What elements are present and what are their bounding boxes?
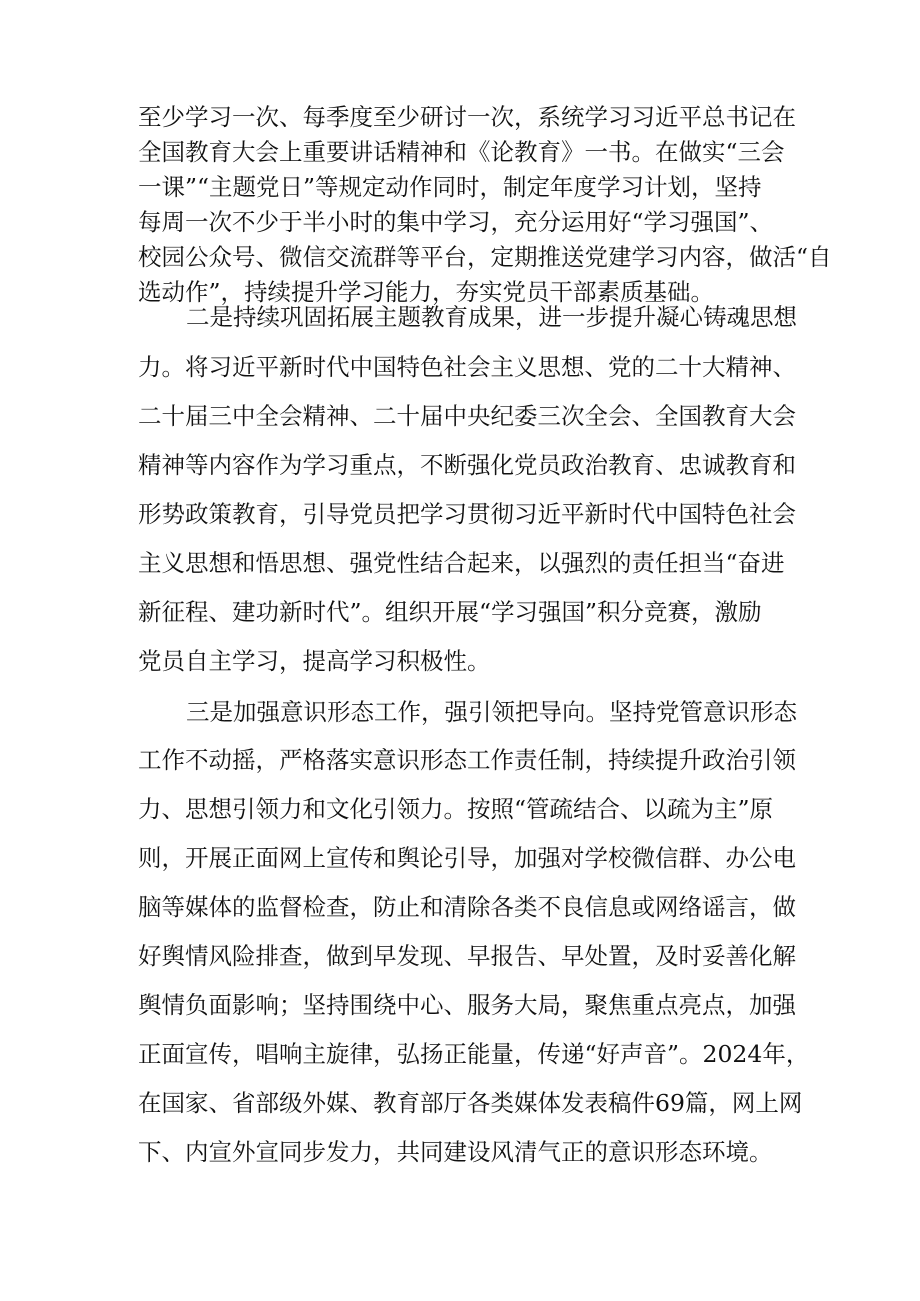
text-line: 二是持续巩固拓展主题教育成果，进一步提升凝心铸魂思想 — [186, 303, 797, 331]
text-line: 至少学习一次、每季度至少研讨一次，系统学习习近平总书记在 — [138, 103, 796, 131]
text-line: 下、内宣外宣同步发力，共同建设风清气正的意识形态环境。 — [138, 1138, 773, 1166]
text-line: 脑等媒体的监督检查，防止和清除各类不良信息或网络谣言，做 — [138, 893, 796, 921]
text-line: 舆情负面影响；坚持围绕中心、服务大局，聚焦重点亮点，加强 — [138, 991, 796, 1019]
text-line: 正面宣传，唱响主旋律，弘扬正能量，传递“好声音”。2024年， — [138, 1040, 810, 1068]
text-line: 新征程、建功新时代”。组织开展“学习强国”积分竞赛，激励 — [138, 598, 762, 626]
text-line: 精神等内容作为学习重点，不断强化党员政治教育、忠诚教育和 — [138, 451, 796, 479]
text-line: 全国教育大会上重要讲话精神和《论教育》一书。在做实“三会 — [138, 138, 785, 166]
text-line: 三是加强意识形态工作，强引领把导向。坚持党管意识形态 — [186, 698, 797, 726]
text-line: 校园公众号、微信交流群等平台，定期推送党建学习内容，做活“自 — [138, 243, 832, 271]
text-line: 党员自主学习，提高学习积极性。 — [138, 647, 491, 675]
text-line: 力。将习近平新时代中国特色社会主义思想、党的二十大精神、 — [138, 353, 796, 381]
text-line: 二十届三中全会精神、二十届中央纪委三次全会、全国教育大会 — [138, 402, 796, 430]
text-line: 则，开展正面网上宣传和舆论引导，加强对学校微信群、办公电 — [138, 844, 796, 872]
text-line: 工作不动摇，严格落实意识形态工作责任制，持续提升政治引领 — [138, 746, 796, 774]
text-line: 形势政策教育，引导党员把学习贯彻习近平新时代中国特色社会 — [138, 500, 796, 528]
text-line: 每周一次不少于半小时的集中学习，充分运用好“学习强国”、 — [138, 208, 774, 236]
text-line: 好舆情风险排查，做到早发现、早报告、早处置，及时妥善化解 — [138, 942, 796, 970]
text-line: 力、思想引领力和文化引领力。按照“管疏结合、以疏为主”原 — [138, 795, 774, 823]
text-line: 主义思想和悟思想、强党性结合起来，以强烈的责任担当“奋进 — [138, 549, 785, 577]
text-line: 一课”“主题党日”等规定动作同时，制定年度学习计划，坚持 — [138, 173, 762, 201]
text-line: 在国家、省部级外媒、教育部厅各类媒体发表稿件69篇，网上网 — [138, 1089, 803, 1117]
text-line: 选动作”，持续提升学习能力，夯实党员干部素质基础。 — [138, 278, 715, 306]
